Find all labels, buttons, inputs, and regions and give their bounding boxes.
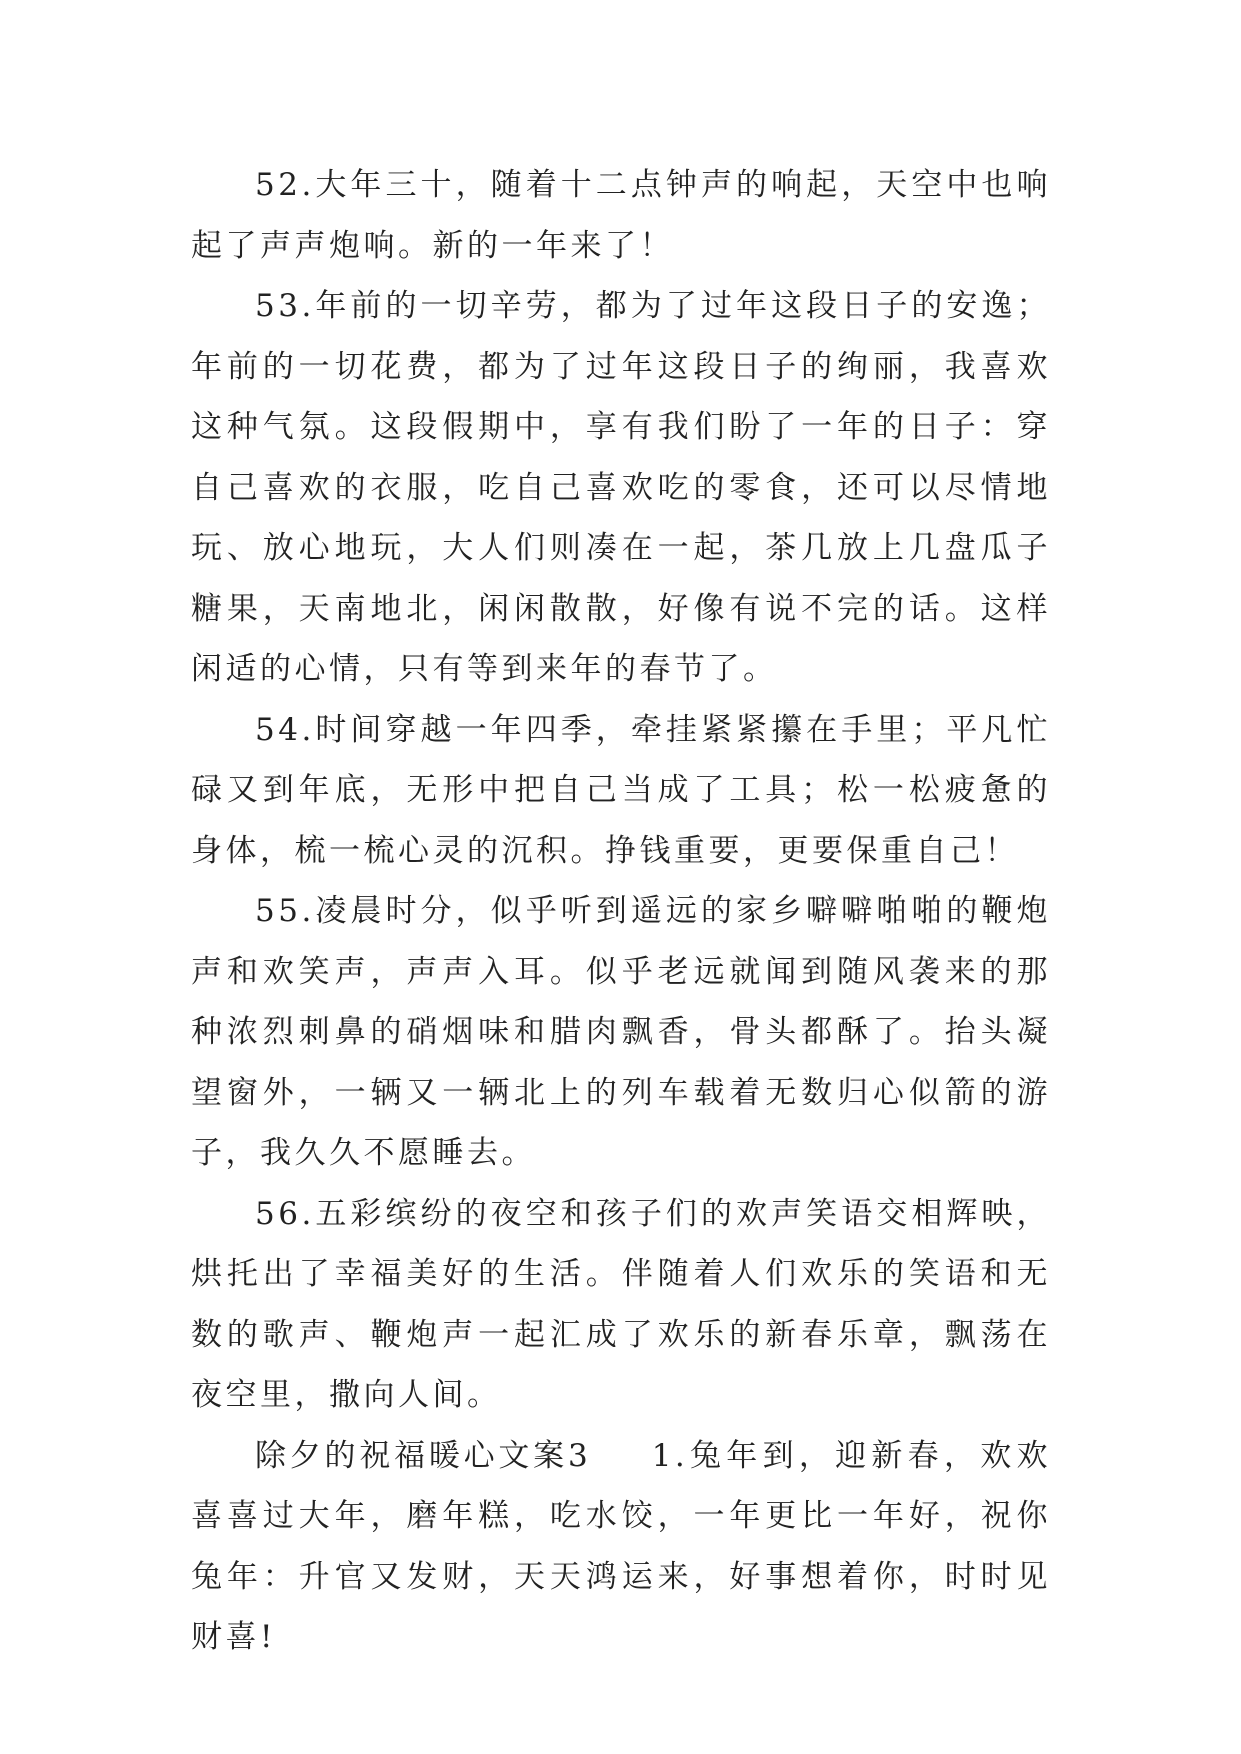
paragraph-54: 54.时间穿越一年四季，牵挂紧紧攥在手里；平凡忙碌又到年底，无形中把自己当成了工具；松一松疲惫的身体，梳一梳心灵的沉积。挣钱重要，更要保重自己！ bbox=[191, 711, 1051, 869]
paragraph-55: 55.凌晨时分，似乎听到遥远的家乡噼噼啪啪的鞭炮声和欢笑声，声声入耳。似乎老远就闻到随风袭来的那种浓烈刺鼻的硝烟味和腊肉飘香，骨头都酥了。抬头凝望窗外，一辆又一辆北上的列车载着无数归心似箭的游子，我久久不愿睡去。 bbox=[191, 893, 1051, 1171]
paragraph-56: 56.五彩缤纷的夜空和孩子们的欢声笑语交相辉映，烘托出了幸福美好的生活。伴随着人们欢乐的笑语和无数的歌声、鞭炮声一起汇成了欢乐的新春乐章，飘荡在夜空里，撒向人间。 bbox=[191, 1195, 1051, 1413]
document-body bbox=[191, 155, 1051, 1668]
paragraph-52: 52.大年三十，随着十二点钟声的响起，天空中也响起了声声炮响。新的一年来了！ bbox=[191, 167, 1051, 264]
paragraph-53: 53.年前的一切辛劳，都为了过年这段日子的安逸；年前的一切花费，都为了过年这段日子的绚丽，我喜欢这种气氛。这段假期中，享有我们盼了一年的日子：穿自己喜欢的衣服，吃自己喜欢吃的零食，还可以尽情地玩、放心地玩，大人们则凑在一起，茶几放上几盘瓜子糖果，天南地北，闲闲散散，好像有说不完的话。这样闲适的心情，只有等到来年的春节了。 bbox=[191, 288, 1051, 687]
section-text: 1.兔年到，迎新春，欢欢喜喜过大年，磨年糕，吃水饺，一年更比一年好，祝你兔年：升官又发财，天天鸿运来，好事想着你，时时见财喜! bbox=[191, 1437, 1051, 1655]
section-heading: 除夕的祝福暖心文案3 bbox=[255, 1437, 590, 1474]
section-paragraph bbox=[191, 1426, 1051, 1668]
